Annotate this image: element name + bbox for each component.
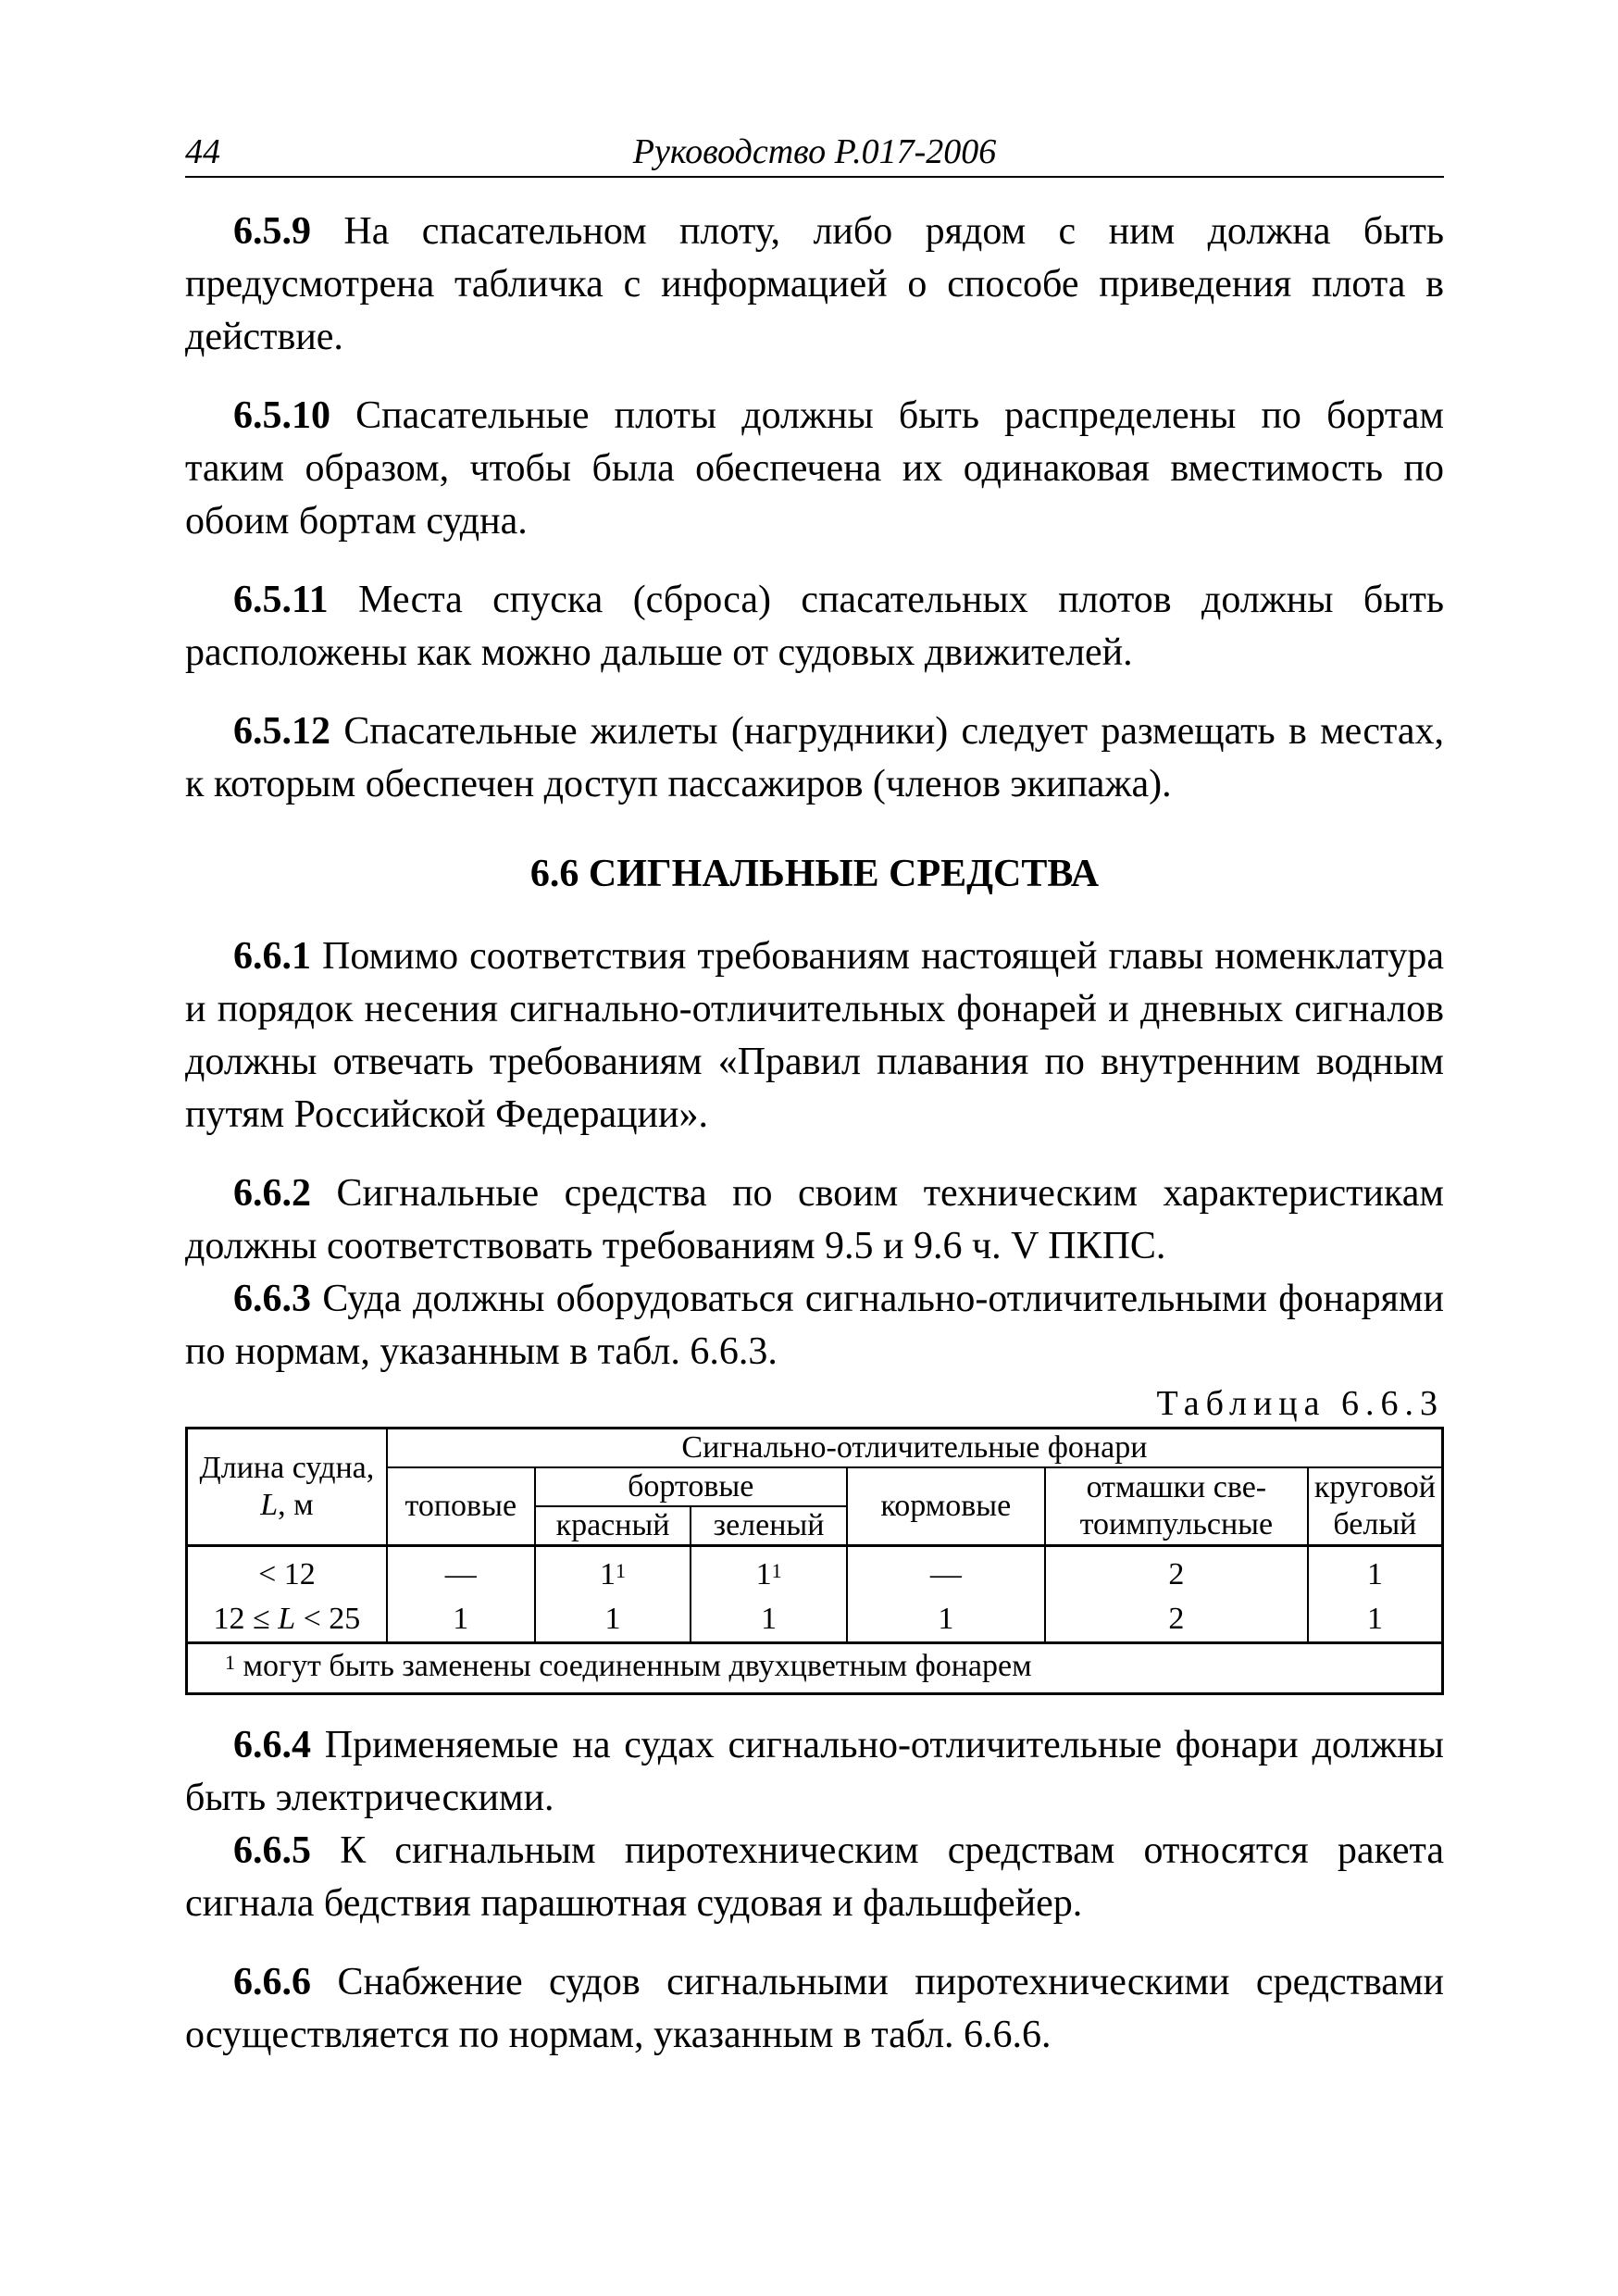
header-green: зеленый bbox=[691, 1506, 846, 1546]
clause-number: 6.6.1 bbox=[233, 935, 311, 978]
paragraph-6-6-1 bbox=[185, 930, 1444, 1142]
table-caption: Таблица 6.6.3 bbox=[1156, 1384, 1444, 1423]
length-variable: L bbox=[260, 1488, 279, 1522]
clause-number: 6.6.5 bbox=[233, 1829, 311, 1872]
paragraph-6-5-9 bbox=[185, 206, 1444, 364]
cell-stern: — bbox=[847, 1546, 1045, 1598]
length-variable: L bbox=[278, 1602, 296, 1636]
document-title: Руководство Р.017-2006 bbox=[632, 132, 997, 171]
document-page bbox=[185, 130, 1444, 2062]
clause-number: 6.5.11 bbox=[233, 579, 329, 621]
header-all-round-white bbox=[1308, 1467, 1443, 1546]
cell-green bbox=[691, 1546, 846, 1598]
clause-text: К сигнальным пиротехническим средствам относятся ракета сигнала бедствия парашютная судовая и фальшфейер. bbox=[185, 1829, 1444, 1925]
length-post: < 25 bbox=[295, 1602, 361, 1636]
cell-masthead: — bbox=[387, 1546, 535, 1598]
clause-number: 6.5.10 bbox=[233, 394, 330, 437]
header-round-line1: круговой bbox=[1313, 1470, 1436, 1504]
header-red: красный bbox=[535, 1506, 691, 1546]
paragraph-6-6-2 bbox=[185, 1167, 1444, 1273]
header-masthead: топовые bbox=[387, 1467, 535, 1546]
cell-all-round: 1 bbox=[1308, 1597, 1443, 1643]
page-number: 44 bbox=[185, 132, 220, 171]
paragraph-6-6-4 bbox=[185, 1719, 1444, 1825]
cell-flashing: 2 bbox=[1045, 1597, 1308, 1643]
clause-number: 6.5.12 bbox=[233, 710, 330, 753]
paragraph-6-5-11 bbox=[185, 574, 1444, 680]
section-heading: 6.6 СИГНАЛЬНЫЕ СРЕДСТВА bbox=[529, 853, 1100, 895]
cell-red bbox=[535, 1546, 691, 1598]
clause-text: Спасательные плоты должны быть распределены по бортам таким образом, чтобы была обеспечена их одинаковая вместимость по обоим бортам судна. bbox=[185, 394, 1444, 543]
length-pre: 12 ≤ bbox=[213, 1602, 279, 1636]
cell-length bbox=[187, 1597, 387, 1643]
paragraph-6-5-10 bbox=[185, 390, 1444, 548]
clause-number: 6.6.6 bbox=[233, 1961, 311, 2003]
cell-masthead: 1 bbox=[387, 1597, 535, 1643]
clause-text: Спасательные жилеты (нагрудники) следует размещать в местах, к которым обеспечен доступ пассажиров (членов экипажа). bbox=[185, 710, 1445, 805]
clause-number: 6.5.9 bbox=[233, 210, 311, 253]
footnote-marker: 1 bbox=[616, 1559, 627, 1582]
cell-red: 1 bbox=[535, 1597, 691, 1643]
table-footnote-row bbox=[187, 1643, 1443, 1694]
clause-number: 6.6.4 bbox=[233, 1724, 311, 1766]
running-header bbox=[185, 130, 1444, 178]
footnote-marker: 1 bbox=[225, 1651, 235, 1674]
clause-text: На спасательном плоту, либо рядом с ним должна быть предусмотрена табличка с информацией о способе приведения плота в действие. bbox=[185, 210, 1444, 358]
paragraph-6-6-3 bbox=[185, 1273, 1444, 1379]
header-flashing-lights bbox=[1045, 1467, 1308, 1546]
clause-text: Применяемые на судах сигнально-отличительные фонари должны быть электрическими. bbox=[185, 1724, 1444, 1819]
header-signal-lights-group: Сигнально-отличительные фонари bbox=[387, 1429, 1443, 1468]
cell-red-value: 1 bbox=[600, 1557, 616, 1591]
clause-number: 6.6.2 bbox=[233, 1172, 311, 1215]
header-flash-line1: отмашки све- bbox=[1086, 1470, 1267, 1504]
paragraph-6-5-12 bbox=[185, 705, 1444, 811]
header-length-line1: Длина судна, bbox=[199, 1451, 375, 1485]
table-row bbox=[187, 1546, 1443, 1598]
table-footnote bbox=[187, 1643, 1443, 1694]
clause-text: Сигнальные средства по своим техническим характеристикам должны соответствовать требованиям 9.5 и 9.6 ч. V ПКПС. bbox=[185, 1172, 1444, 1267]
paragraph-6-6-5 bbox=[185, 1825, 1444, 1930]
cell-flashing: 2 bbox=[1045, 1546, 1308, 1598]
cell-all-round: 1 bbox=[1308, 1546, 1443, 1598]
footnote-marker: 1 bbox=[771, 1559, 782, 1582]
cell-length: < 12 bbox=[187, 1546, 387, 1598]
cell-green-value: 1 bbox=[755, 1557, 772, 1591]
clause-number: 6.6.3 bbox=[233, 1278, 311, 1320]
header-stern: кормовые bbox=[847, 1467, 1045, 1546]
header-flash-line2: тоимпульсные bbox=[1079, 1507, 1274, 1541]
clause-text: Снабжение судов сигнальными пиротехническими средствами осуществляется по нормам, указанным в табл. 6.6.6. bbox=[185, 1961, 1444, 2056]
clause-text: Суда должны оборудоваться сигнально-отличительными фонарями по нормам, указанным в табл. 6.6.3. bbox=[185, 1278, 1444, 1373]
signal-lights-table bbox=[185, 1427, 1444, 1695]
cell-green: 1 bbox=[691, 1597, 846, 1643]
length-unit: , м bbox=[278, 1488, 314, 1522]
cell-stern: 1 bbox=[847, 1597, 1045, 1643]
table-row bbox=[187, 1597, 1443, 1643]
header-round-line2: белый bbox=[1333, 1507, 1417, 1541]
paragraph-6-6-6 bbox=[185, 1956, 1444, 2062]
footnote-text: могут быть заменены соединенным двухцветным фонарем bbox=[235, 1649, 1032, 1683]
header-sidelights-group: бортовые bbox=[535, 1467, 847, 1506]
header-vessel-length bbox=[187, 1429, 387, 1546]
clause-text: Места спуска (сброса) спасательных плотов должны быть расположены как можно дальше от судовых движителей. bbox=[185, 579, 1445, 674]
clause-text: Помимо соответствия требованиям настоящей главы номенклатура и порядок несения сигнально-отличительных фонарей и дневных сигналов должны отвечать требованиям «Правил плавания по внутренним водным путям Российской Федерации». bbox=[185, 935, 1444, 1136]
